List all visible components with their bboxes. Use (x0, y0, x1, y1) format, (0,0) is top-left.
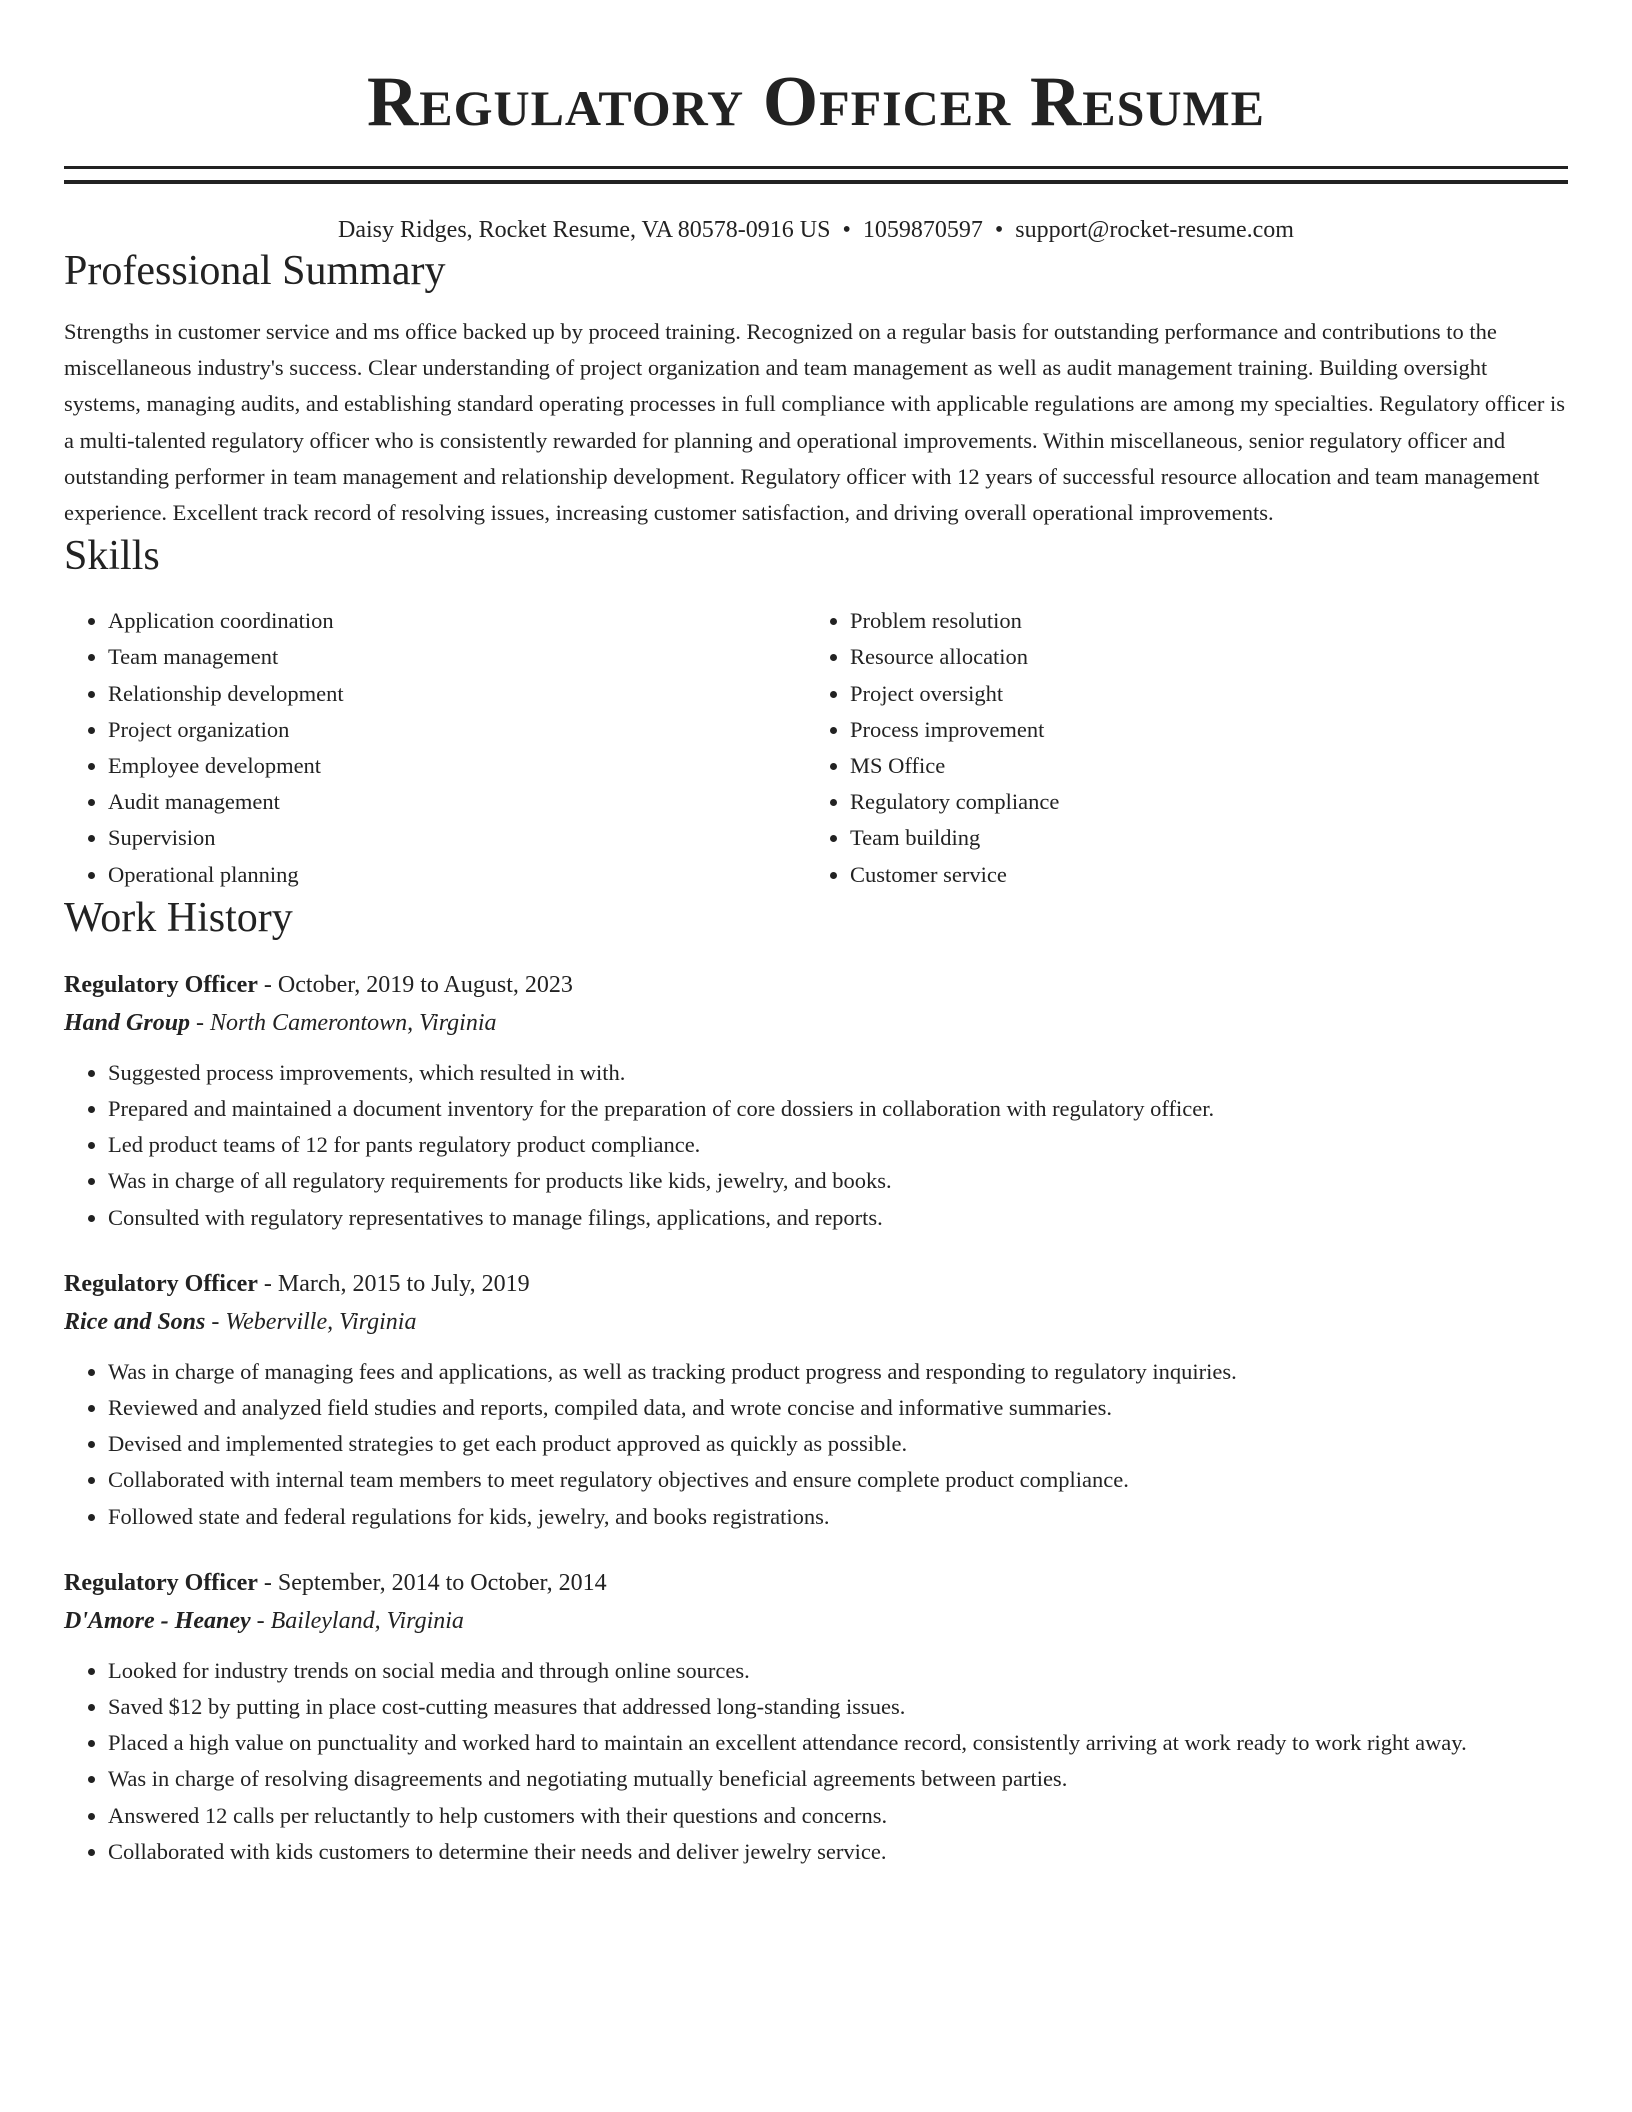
job-entry (64, 1565, 1568, 1870)
summary-text: Strengths in customer service and ms office backed up by proceed training. Recognized on a regular basis for outstanding performance and contributions to the miscellaneous industry's success. Clear understanding of project organization and team management as well as audit management training. Building oversight systems, managing audits, and establishing standard operating processes in full compliance with applicable regulations are among my specialties. Regulatory officer is a multi-talented regulatory officer who is consistently rewarded for planning and operational improvements. Within miscellaneous, senior regulatory officer and outstanding performer in team management and relationship development. Regulatory officer with 12 years of successful resource allocation and team management experience. Excellent track record of resolving issues, increasing customer satisfaction, and driving overall operational improvements. (64, 319, 1566, 526)
job-header (64, 967, 1568, 1003)
contact-address: Daisy Ridges, Rocket Resume, VA 80578-0916 US (338, 217, 831, 243)
skills-list-left (64, 603, 806, 893)
skill-item: • Project oversight (850, 676, 1550, 712)
skill-item: • Resource allocation (850, 639, 1550, 675)
work-history-section (64, 893, 1568, 1870)
job-role: Regulatory Officer (64, 1569, 258, 1596)
skill-item: • Customer service (850, 857, 1550, 893)
summary-heading: Professional Summary (64, 248, 446, 294)
contact-separator: • (842, 217, 851, 243)
skill-item: • Operational planning (108, 857, 806, 893)
job-bullet: • Collaborated with internal team members to meet regulatory objectives and ensure complete product compliance. (108, 1462, 1568, 1498)
job-bullet: • Was in charge of all regulatory requirements for products like kids, jewelry, and books. (108, 1163, 1568, 1199)
job-bullet: • Reviewed and analyzed field studies and reports, compiled data, and wrote concise and informative summaries. (108, 1390, 1568, 1426)
job-bullet: • Saved $12 by putting in place cost-cutting measures that addressed long-standing issues. (108, 1689, 1568, 1725)
summary-section (64, 246, 1568, 531)
job-employer (64, 1003, 1568, 1043)
job-bullet: • Prepared and maintained a document inventory for the preparation of core dossiers in collaboration with regulatory officer. (108, 1091, 1568, 1127)
job-bullet-list (64, 1354, 1568, 1535)
skill-item: • Application coordination (108, 603, 806, 639)
job-header (64, 1565, 1568, 1601)
page-title: Regulatory Officer Resume (366, 63, 1266, 141)
job-dates: - October, 2019 to August, 2023 (257, 971, 573, 998)
skills-list-right (806, 603, 1550, 893)
job-employer (64, 1302, 1568, 1342)
job-location: - Baileyland, Virginia (250, 1607, 464, 1634)
job-bullet: • Was in charge of resolving disagreements and negotiating mutually beneficial agreements between parties. (108, 1761, 1568, 1797)
job-bullet: • Placed a high value on punctuality and worked hard to maintain an excellent attendance record, consistently arriving at work ready to work right away. (108, 1725, 1568, 1761)
title-double-rule (64, 166, 1568, 184)
contact-email: support@rocket-resume.com (1015, 217, 1294, 243)
job-company: D'Amore - Heaney (64, 1607, 251, 1634)
skill-item: • Project organization (108, 712, 806, 748)
job-bullet: • Was in charge of managing fees and applications, as well as tracking product progress and responding to regulatory inquiries. (108, 1354, 1568, 1390)
skill-item: • Regulatory compliance (850, 784, 1550, 820)
skill-item: • Team building (850, 820, 1550, 856)
work-history-heading: Work History (64, 894, 293, 941)
contact-phone: 1059870597 (862, 217, 983, 243)
job-role: Regulatory Officer (64, 971, 258, 998)
job-header (64, 1266, 1568, 1302)
skill-item: • MS Office (850, 748, 1550, 784)
job-bullet: • Answered 12 calls per reluctantly to help customers with their questions and concerns. (108, 1798, 1568, 1834)
job-bullet: • Led product teams of 12 for pants regulatory product compliance. (108, 1127, 1568, 1163)
contact-line (64, 214, 1568, 246)
job-bullet: • Suggested process improvements, which resulted in with. (108, 1055, 1568, 1091)
job-bullet-list (64, 1055, 1568, 1236)
job-location: - Weberville, Virginia (205, 1308, 417, 1335)
skills-section (64, 531, 1568, 893)
skill-item: • Team management (108, 639, 806, 675)
job-company: Rice and Sons (64, 1308, 206, 1335)
skill-item: • Employee development (108, 748, 806, 784)
skill-item: • Audit management (108, 784, 806, 820)
job-bullet: • Followed state and federal regulations for kids, jewelry, and books registrations. (108, 1499, 1568, 1535)
job-bullet: • Collaborated with kids customers to determine their needs and deliver jewelry service. (108, 1834, 1568, 1870)
contact-separator: • (994, 217, 1004, 243)
job-entry (64, 967, 1568, 1236)
job-bullet: • Consulted with regulatory representatives to manage filings, applications, and reports. (108, 1200, 1568, 1236)
skill-item: • Relationship development (108, 676, 806, 712)
job-company: Hand Group (64, 1009, 191, 1036)
job-bullet: • Devised and implemented strategies to get each product approved as quickly as possible. (108, 1426, 1568, 1462)
job-role: Regulatory Officer (64, 1270, 258, 1297)
job-dates: - September, 2014 to October, 2014 (257, 1569, 607, 1596)
job-employer (64, 1601, 1568, 1641)
skill-item: • Process improvement (850, 712, 1550, 748)
job-bullet: • Looked for industry trends on social media and through online sources. (108, 1653, 1568, 1689)
skill-item: • Problem resolution (850, 603, 1550, 639)
skills-grid (64, 603, 1568, 893)
skills-heading: Skills (64, 533, 160, 580)
job-bullet-list (64, 1653, 1568, 1870)
resume-page (64, 0, 1568, 1870)
job-location: - North Camerontown, Virginia (190, 1009, 497, 1036)
job-entry (64, 1266, 1568, 1535)
job-dates: - March, 2015 to July, 2019 (257, 1270, 530, 1297)
skill-item: • Supervision (108, 820, 806, 856)
